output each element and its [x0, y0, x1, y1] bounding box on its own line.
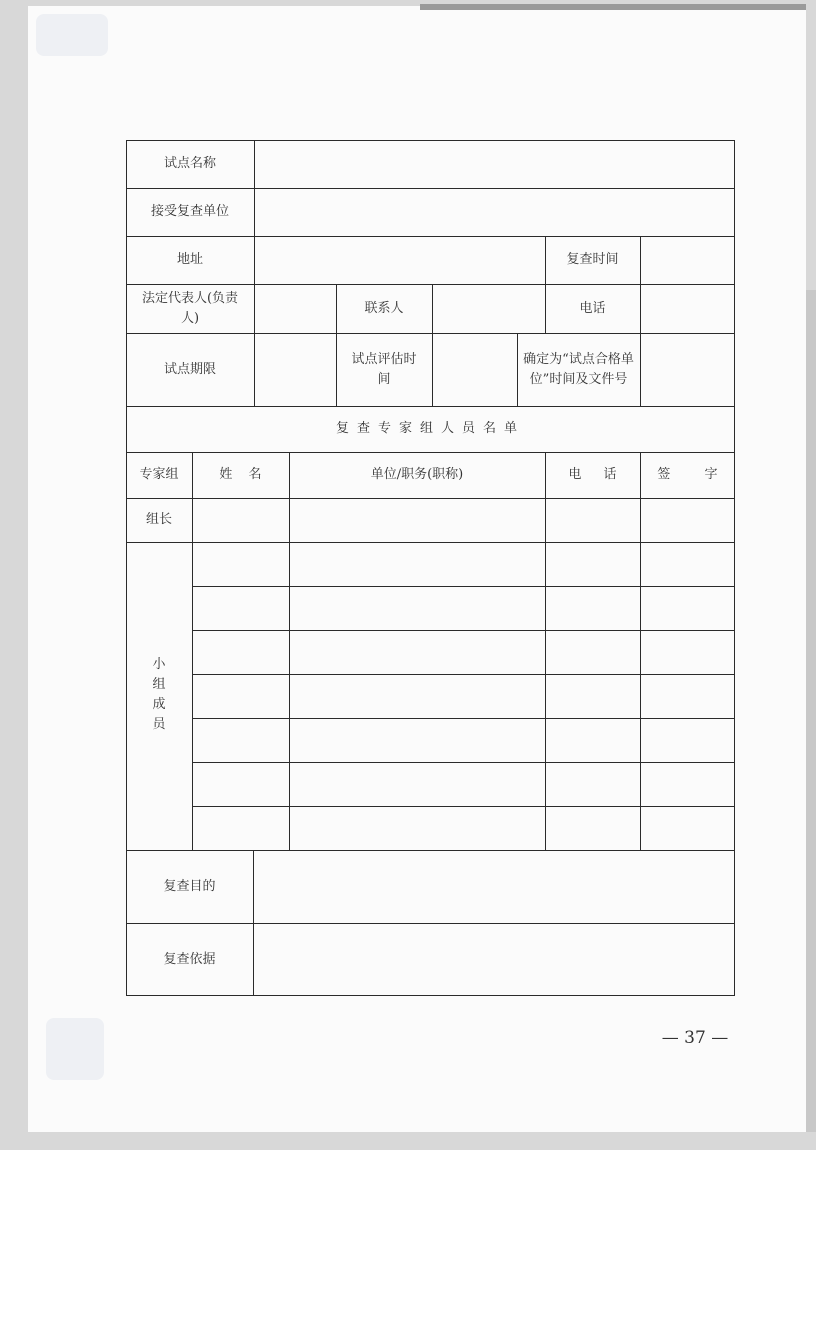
member-row[interactable] [193, 542, 735, 586]
review-time-label: 复查时间 [566, 252, 619, 267]
scan-smudge-top [36, 14, 108, 56]
pilot-name-label: 试点名称 [163, 156, 216, 171]
receiving-unit-label: 接受复查单位 [150, 204, 229, 219]
member-row[interactable] [193, 630, 735, 674]
member-row[interactable] [193, 586, 735, 630]
leader-signature-field[interactable] [641, 498, 735, 542]
address-field[interactable] [255, 236, 545, 284]
leader-unit-field[interactable] [290, 498, 545, 542]
phone-field[interactable] [641, 284, 735, 333]
review-time-field[interactable] [641, 236, 735, 284]
column-header-expert-group: 专家组 [139, 467, 179, 482]
pilot-eval-time-field[interactable] [433, 333, 517, 406]
legal-rep-field[interactable] [255, 284, 336, 333]
member-row[interactable] [193, 674, 735, 718]
column-header-unit-title: 单位/职务(职称) [370, 467, 464, 482]
member-row[interactable] [193, 718, 735, 762]
review-basis-field[interactable] [254, 923, 735, 996]
qualified-unit-field[interactable] [641, 333, 735, 406]
legal-rep-label: 法定代表人(负责人) [141, 290, 239, 326]
member-row[interactable] [193, 806, 735, 850]
scan-edge-right [806, 290, 816, 1132]
column-header-signature: 签 字 [657, 467, 718, 482]
address-label: 地址 [176, 252, 203, 267]
review-purpose-field[interactable] [254, 850, 735, 923]
contact-field[interactable] [433, 284, 545, 333]
column-header-name: 姓 名 [219, 467, 262, 482]
expert-list-title: 复查专家组人员名单 [335, 421, 525, 436]
review-purpose-label: 复查目的 [163, 878, 216, 894]
column-divider [517, 333, 518, 406]
scan-edge-top [420, 4, 806, 10]
qualified-unit-label: 确定为“试点合格单位”时间及文件号 [523, 351, 634, 387]
phone-label: 电话 [579, 300, 606, 316]
column-header-phone: 电 话 [568, 467, 617, 482]
contact-label: 联系人 [364, 300, 404, 316]
leader-phone-field[interactable] [546, 498, 640, 542]
page-number: — 37 — [661, 1028, 729, 1048]
pilot-period-label: 试点期限 [163, 361, 216, 377]
pilot-name-field[interactable] [255, 140, 735, 188]
pilot-eval-time-label: 试点评估时间 [351, 351, 417, 387]
receiving-unit-field[interactable] [255, 188, 735, 236]
pilot-period-field[interactable] [255, 333, 336, 406]
leader-name-field[interactable] [193, 498, 289, 542]
review-basis-label: 复查依据 [163, 951, 216, 967]
member-row[interactable] [193, 762, 735, 806]
leader-label: 组长 [145, 512, 172, 527]
members-label: 小组成员 [152, 657, 166, 732]
scan-smudge-bottom [46, 1018, 104, 1080]
